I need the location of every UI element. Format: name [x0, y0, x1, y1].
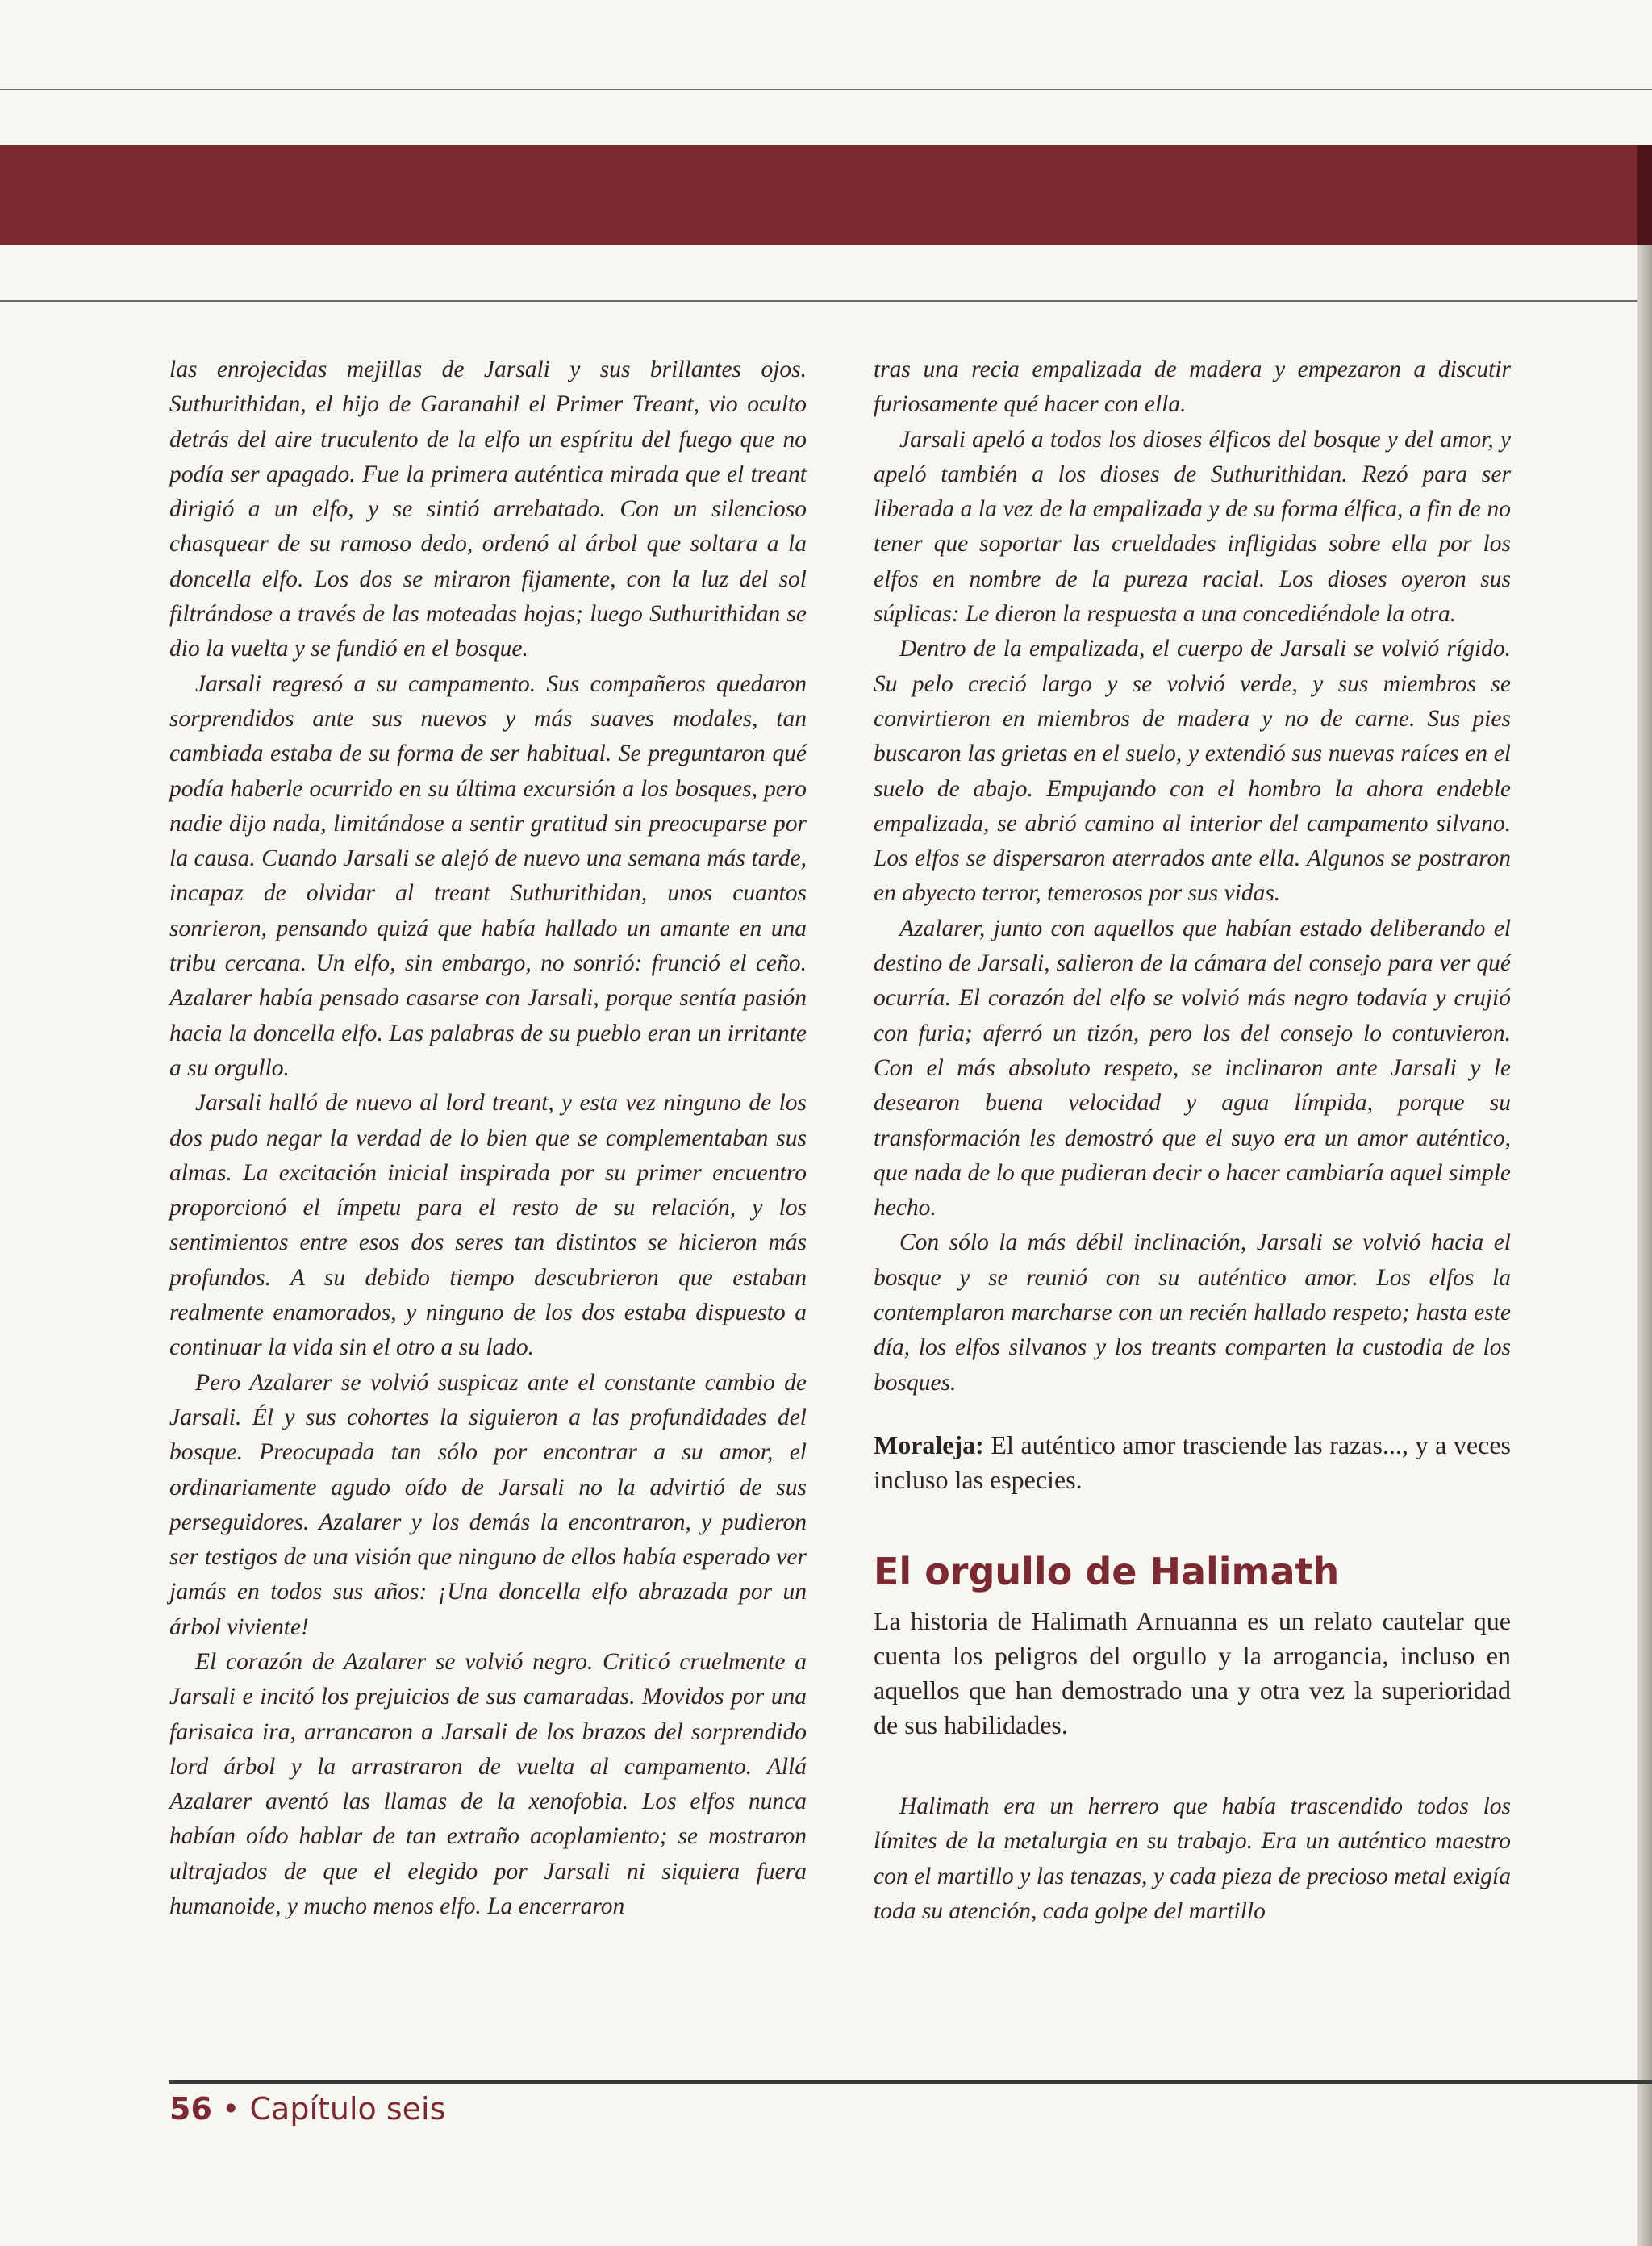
page-number: 56: [169, 2091, 212, 2127]
header-band-edge: [1637, 145, 1652, 245]
right-paragraph-1: tras una recia empalizada de madera y empezaron a discutir furiosamente qué hacer con ella.: [874, 357, 1511, 418]
header-band: [0, 145, 1652, 245]
left-column: [169, 353, 807, 1924]
left-paragraph-1: las enrojecidas mejillas de Jarsali y sus brillantes ojos. Suthurithidan, el hijo de Garanahil el Primer Treant, vio oculto detrás del aire truculento de la elfo un espíritu del fuego que no podía ser apagado. Fue la primera auténtica mirada que el treant dirigió a un elfo, y se sintió arrebatado. Con un silencioso chasquear de su ramoso dedo, ordenó al árbol que soltara a la doncella elfo. Los dos se miraron fijamente, con la luz del sol filtrándose a través de las moteadas hojas; luego Suthurithidan se dio la vuelta y se fundió en el bosque.: [169, 357, 807, 662]
right-paragraph-3: Dentro de la empalizada, el cuerpo de Jarsali se volvió rígido. Su pelo creció largo y se volvió verde, y sus miembros se convirtieron en miembros de madera y no de carne. Sus pies buscaron las grietas en el suelo, y extendió sus nuevas raíces en el suelo de abajo. Empujando con el hombro la ahora endeble empalizada, se abrió camino al interior del campamento silvano. Los elfos se dispersaron aterrados ante ella. Algunos se postraron en abyecto terror, temerosos por sus vidas.: [874, 636, 1511, 907]
left-paragraph-4: Pero Azalarer se volvió suspicaz ante el constante cambio de Jarsali. Él y sus cohortes la siguieron a las profundidades del bosque. Preocupada tan sólo por encontrar a su amor, el ordinariamente agudo oído de Jarsali no la advirtió de sus perseguidores. Azalarer y los demás la encontraron, y pudieron ser testigos de una visión que ninguno de ellos había esperado ver jamás en todos sus años: ¡Una doncella elfo abrazada por un árbol viviente!: [169, 1369, 807, 1640]
section-title: El orgullo de Halimath: [874, 1549, 1340, 1593]
header-rule: [0, 300, 1652, 302]
top-rule: [0, 89, 1652, 90]
left-paragraph-3: Jarsali halló de nuevo al lord treant, y esta vez ninguno de los dos pudo negar la verdad de lo bien que se complementaban sus almas. La excitación inicial inspirada por su primer encuentro proporcionó el ímpetu para el resto de su relación, y los sentimientos entre esos dos seres tan distintos se hicieron más profundos. A su debido tiempo descubrieron que estaban realmente enamorados, y ninguno de los dos estaba dispuesto a continuar la vida sin el otro a su lado.: [169, 1090, 807, 1361]
right-paragraph-4: Azalarer, junto con aquellos que habían estado deliberando el destino de Jarsali, salieron de la cámara del consejo para ver qué ocurría. El corazón del elfo se volvió más negro todavía y crujió con furia; aferró un tizón, pero los del consejo lo contuvieron. Con el más absoluto respeto, se inclinaron ante Jarsali y le desearon buena velocidad y agua límpida, porque su transformación les demostró que el suyo era un amor auténtico, que nada de lo que pudieran decir o hacer cambiaría aquel simple hecho.: [874, 915, 1511, 1221]
moraleja-label: Moraleja:: [874, 1430, 984, 1459]
right-column: [874, 353, 1511, 1929]
footer-bullet: •: [221, 2091, 240, 2127]
footer-rule: [169, 2080, 1652, 2084]
right-paragraph-5: Con sólo la más débil inclinación, Jarsali se volvió hacia el bosque y se reunió con su auténtico amor. Los elfos la contemplaron marcharse con un recién hallado respeto; hasta este día, los elfos silvanos y los treants comparten la custodia de los bosques.: [874, 1229, 1511, 1396]
moraleja-text: El auténtico amor trasciende las razas..., y a veces incluso las especies.: [874, 1430, 1511, 1494]
chapter-label: Capítulo seis: [249, 2091, 446, 2127]
moraleja: [874, 1428, 1511, 1497]
section-story-start: Halimath era un herrero que había trascendido todos los límites de la metalurgia en su trabajo. Era un auténtico maestro con el martillo y las tenazas, y cada pieza de precioso metal exigía toda su atención, cada golpe del martillo: [874, 1793, 1511, 1924]
left-paragraph-5: El corazón de Azalarer se volvió negro. Criticó cruelmente a Jarsali e incitó los prejuicios de sus camaradas. Movidos por una farisaica ira, arrancaron a Jarsali de los brazos del sorprendido lord árbol y la arrastraron de vuelta al campamento. Allá Azalarer aventó las llamas de la xenofobia. Los elfos nunca habían oído hablar de tan extraño acoplamiento; se mostraron ultrajados de que el elegido por Jarsali ni siquiera fuera humanoide, y mucho menos elfo. La encerraron: [169, 1648, 807, 1920]
page-edge-shadow: [1637, 245, 1652, 2246]
section-intro: La historia de Halimath Arnuanna es un relato cautelar que cuenta los peligros del orgullo y la arrogancia, incluso en aquellos que han demostrado una y otra vez la superioridad de sus habilidades.: [874, 1605, 1511, 1739]
right-paragraph-2: Jarsali apeló a todos los dioses élficos del bosque y del amor, y apeló también a los dioses de Suthurithidan. Rezó para ser liberada a la vez de la empalizada y de su forma élfica, a fin de no tener que soportar las crueldades infligidas sobre ella por los elfos en nombre de la pureza racial. Los dioses oyeron sus súplicas: Le dieron la respuesta a una concediéndole la otra.: [874, 426, 1511, 628]
left-paragraph-2: Jarsali regresó a su campamento. Sus compañeros quedaron sorprendidos ante sus nuevos y más suaves modales, tan cambiada estaba de su forma de ser habitual. Se preguntaron qué podía haberle ocurrido en su última excursión a los bosques, pero nadie dijo nada, limitándose a sentir gratitud sin preocuparse por la causa. Cuando Jarsali se alejó de nuevo una semana más tarde, incapaz de olvidar al treant Suthurithidan, unos cuantos sonrieron, pensando quizá que había hallado un amante en una tribu cercana. Un elfo, sin embargo, no sonrió: frunció el ceño. Azalarer había pensado casarse con Jarsali, porque sentía pasión hacia la doncella elfo. Las palabras de su pueblo eran un irritante a su orgullo.: [169, 670, 807, 1081]
page-footer: [169, 2091, 445, 2127]
